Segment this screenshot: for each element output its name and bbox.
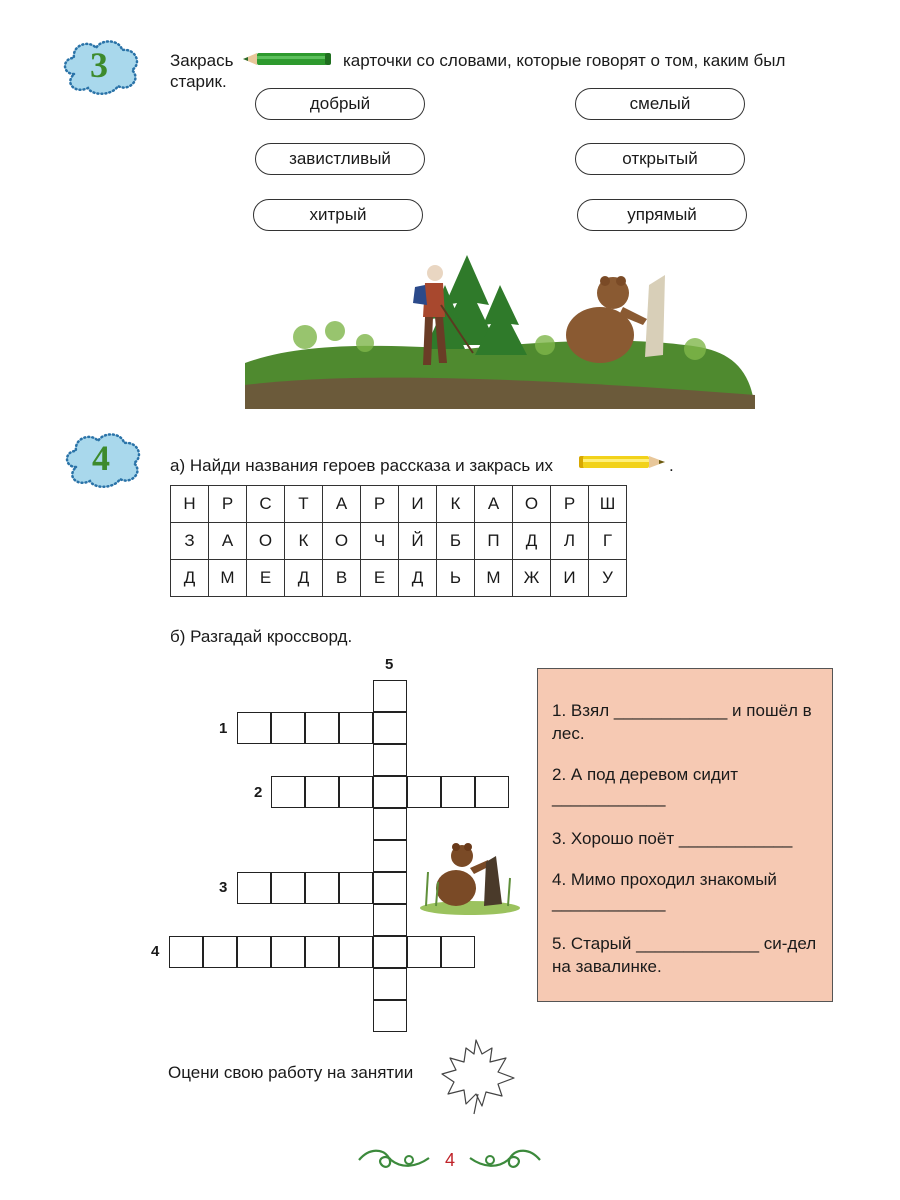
task-4-part-a-end: . <box>669 456 674 475</box>
card-cunning[interactable]: хитрый <box>253 199 423 231</box>
grid-cell[interactable]: Ч <box>361 523 399 560</box>
grid-cell[interactable]: Ш <box>589 486 627 523</box>
crossword-cell-1[interactable] <box>305 712 339 744</box>
grid-cell[interactable]: П <box>475 523 513 560</box>
clue-5: 5. Старый _____________ си-дел на завалинке. <box>552 934 817 976</box>
grid-cell[interactable]: Ь <box>437 560 475 597</box>
grid-cell[interactable]: Й <box>399 523 437 560</box>
crossword-cell-4[interactable] <box>305 936 339 968</box>
grid-row <box>171 523 627 560</box>
crossword-cell-4[interactable] <box>373 936 407 968</box>
clue-4: 4. Мимо проходил знакомый ____________ <box>552 870 777 912</box>
grid-cell[interactable]: Р <box>551 486 589 523</box>
crossword-number-4: 4 <box>151 943 160 960</box>
task-4-badge <box>62 427 146 491</box>
grid-cell[interactable]: Е <box>361 560 399 597</box>
grid-cell[interactable]: И <box>399 486 437 523</box>
grid-cell[interactable]: Т <box>285 486 323 523</box>
task-3-number: 3 <box>90 45 108 85</box>
task-3-instruction-start: Закрась <box>170 51 234 70</box>
grid-cell[interactable]: О <box>247 523 285 560</box>
bear-illustration <box>416 832 524 916</box>
grid-cell[interactable]: Б <box>437 523 475 560</box>
crossword-cell-1[interactable] <box>339 712 373 744</box>
clue-3: 3. Хорошо поёт ____________ <box>552 829 793 848</box>
crossword-cell-1[interactable] <box>271 712 305 744</box>
crossword-number-3: 3 <box>219 879 228 896</box>
task-3-instruction-line2: старик. <box>170 72 227 91</box>
grid-cell[interactable]: С <box>247 486 285 523</box>
task-3-badge <box>60 34 144 98</box>
grid-cell[interactable]: И <box>551 560 589 597</box>
card-brave[interactable]: смелый <box>575 88 745 120</box>
crossword-cell-2[interactable] <box>373 776 407 808</box>
crossword-number-1: 1 <box>219 720 228 737</box>
grid-cell[interactable]: Р <box>209 486 247 523</box>
grid-cell[interactable]: В <box>323 560 361 597</box>
crossword-cell-2[interactable] <box>441 776 475 808</box>
crossword-cell-4[interactable] <box>203 936 237 968</box>
card-stubborn[interactable]: упрямый <box>577 199 747 231</box>
grid-cell[interactable]: К <box>437 486 475 523</box>
grid-cell[interactable]: Е <box>247 560 285 597</box>
crossword-cell-4[interactable] <box>271 936 305 968</box>
crossword-cell-5[interactable] <box>373 744 407 776</box>
grid-cell[interactable]: Ж <box>513 560 551 597</box>
green-pencil-icon <box>243 52 331 66</box>
maple-leaf-icon[interactable] <box>436 1036 522 1116</box>
crossword-cell-2[interactable] <box>305 776 339 808</box>
grid-cell[interactable]: З <box>171 523 209 560</box>
grid-cell[interactable]: А <box>323 486 361 523</box>
crossword-number-2: 2 <box>254 784 263 801</box>
clue-1: 1. Взял ____________ и пошёл в лес. <box>552 701 812 743</box>
task-3-instruction-rest: карточки со словами, которые говорят о том, каким был <box>343 51 786 70</box>
crossword-cell-4[interactable] <box>339 936 373 968</box>
grid-cell[interactable]: Р <box>361 486 399 523</box>
crossword-cell-4[interactable] <box>237 936 271 968</box>
grid-cell[interactable]: А <box>475 486 513 523</box>
crossword-cell-3[interactable] <box>339 872 373 904</box>
crossword-cell-2[interactable] <box>475 776 509 808</box>
task-4-part-b: б) Разгадай кроссворд. <box>170 627 353 646</box>
crossword-cell-5[interactable] <box>373 680 407 712</box>
grid-cell[interactable]: К <box>285 523 323 560</box>
grid-cell[interactable]: А <box>209 523 247 560</box>
card-kind[interactable]: добрый <box>255 88 425 120</box>
left-ornament-icon <box>357 1144 431 1174</box>
clue-box <box>537 668 833 1002</box>
crossword-cell-1[interactable] <box>237 712 271 744</box>
self-assessment-label: Оцени свою работу на занятии <box>168 1063 414 1082</box>
crossword-number-5: 5 <box>385 656 394 673</box>
grid-cell[interactable]: Д <box>399 560 437 597</box>
grid-cell[interactable]: Л <box>551 523 589 560</box>
grid-cell[interactable]: Д <box>285 560 323 597</box>
grid-cell[interactable]: О <box>323 523 361 560</box>
grid-cell[interactable]: Н <box>171 486 209 523</box>
crossword-cell-4[interactable] <box>169 936 203 968</box>
grid-cell[interactable]: У <box>589 560 627 597</box>
crossword-cell-4[interactable] <box>407 936 441 968</box>
old-man-and-bear-illustration <box>245 245 755 413</box>
grid-row <box>171 486 627 523</box>
crossword-cell-2[interactable] <box>407 776 441 808</box>
crossword-cell-5[interactable] <box>373 1000 407 1032</box>
crossword-cell-5[interactable] <box>373 840 407 872</box>
grid-cell[interactable]: М <box>475 560 513 597</box>
right-ornament-icon <box>468 1144 542 1174</box>
crossword-cell-3[interactable] <box>373 872 407 904</box>
crossword-cell-3[interactable] <box>305 872 339 904</box>
task-4-number: 4 <box>92 438 110 478</box>
yellow-pencil-icon <box>579 455 665 469</box>
crossword-cell-2[interactable] <box>339 776 373 808</box>
crossword-cell-1[interactable] <box>373 712 407 744</box>
crossword-cell-4[interactable] <box>441 936 475 968</box>
grid-cell[interactable]: О <box>513 486 551 523</box>
crossword-cell-2[interactable] <box>271 776 305 808</box>
clue-2: 2. А под деревом сидит ____________ <box>552 765 739 807</box>
grid-cell[interactable]: Д <box>513 523 551 560</box>
task-4-part-a: а) Найди названия героев рассказа и закрась их <box>170 456 554 475</box>
card-envious[interactable]: завистливый <box>255 143 425 175</box>
letter-grid <box>170 485 627 597</box>
crossword-cell-5[interactable] <box>373 968 407 1000</box>
crossword-cell-5[interactable] <box>373 904 407 936</box>
crossword-cell-5[interactable] <box>373 808 407 840</box>
crossword-cell-3[interactable] <box>271 872 305 904</box>
card-open[interactable]: открытый <box>575 143 745 175</box>
grid-cell[interactable]: Д <box>171 560 209 597</box>
grid-cell[interactable]: М <box>209 560 247 597</box>
grid-cell[interactable]: Г <box>589 523 627 560</box>
page-number: 4 <box>444 1150 455 1170</box>
grid-row <box>171 560 627 597</box>
crossword-cell-3[interactable] <box>237 872 271 904</box>
